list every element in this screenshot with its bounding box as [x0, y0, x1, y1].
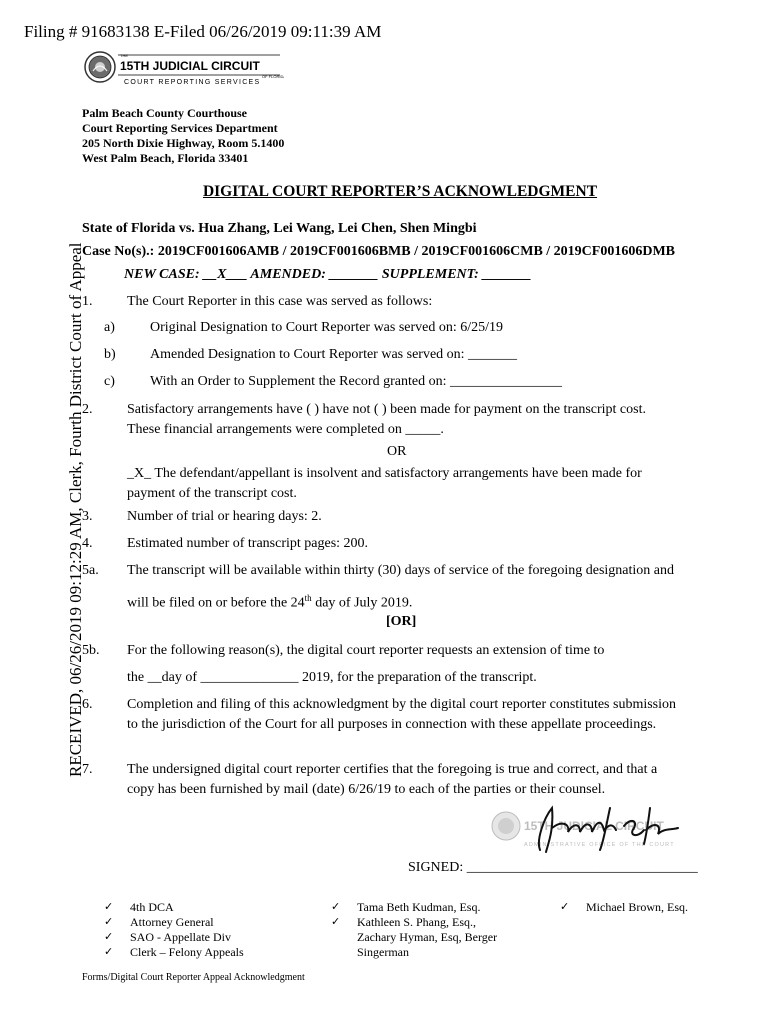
- seal-dept: ADMINISTRATIVE OFFICE OF THE COURT: [524, 842, 675, 848]
- checkmark-icon: ✓: [104, 946, 114, 958]
- item-line: These financial arrangements were completed on _____.: [127, 422, 444, 437]
- cc-item: [104, 900, 244, 915]
- sub-item-text: Amended Designation to Court Reporter was served on: _______: [150, 347, 518, 362]
- item-text: Estimated number of transcript pages: 200.: [127, 536, 369, 551]
- item-text: For the following reason(s), the digital court reporter requests an extension of time to: [127, 643, 605, 658]
- cc-item: [104, 915, 244, 930]
- cc-item-label: Clerk – Felony Appeals: [130, 945, 244, 959]
- sub-item-label: b): [104, 347, 116, 362]
- item-line: Satisfactory arrangements have ( ) have not ( ) been made for payment on the transcript cost.: [127, 402, 646, 417]
- item-line: The undersigned digital court reporter certifies that the foregoing is true and correct, and that a: [127, 762, 658, 777]
- cc-item-label: SAO - Appellate Div: [130, 930, 231, 944]
- address-line: Court Reporting Services Department: [82, 121, 278, 135]
- signature-area: [488, 800, 708, 860]
- cc-item: [331, 915, 497, 960]
- item-line: copy has been furnished by mail (date) 6/26/19 to each of the parties or their counsel.: [127, 782, 606, 797]
- item-text: [127, 695, 676, 735]
- address-line: Palm Beach County Courthouse: [82, 106, 248, 120]
- logo-the: THE: [120, 53, 128, 58]
- item-line: _X_ The defendant/appellant is insolvent and satisfactory arrangements have been made for: [127, 466, 642, 481]
- item-line: payment of the transcript cost.: [127, 486, 297, 501]
- checkmark-icon: ✓: [560, 901, 570, 913]
- or-text: OR: [387, 444, 407, 459]
- document-title: DIGITAL COURT REPORTER’S ACKNOWLEDGMENT: [202, 183, 598, 200]
- cc-item-label: 4th DCA: [130, 900, 174, 914]
- item-number: 6.: [82, 697, 93, 712]
- sub-item-text: With an Order to Supplement the Record granted on: ________________: [150, 374, 562, 389]
- item-text: [127, 464, 642, 504]
- item-text-part: will be filed on or before the 24: [127, 595, 305, 611]
- ordinal-suffix: th: [304, 593, 312, 603]
- item-number: 7.: [82, 762, 93, 777]
- item-text: the __day of ______________ 2019, for the preparation of the transcript.: [127, 670, 537, 685]
- logo-name: 15TH JUDICIAL CIRCUIT: [120, 59, 260, 73]
- or-bold-text: [OR]: [386, 614, 417, 629]
- item-text-part: day of July 2019.: [311, 595, 413, 611]
- sub-item-label: c): [104, 374, 115, 389]
- address-line: West Palm Beach, Florida 33401: [82, 151, 249, 165]
- item-number: 1.: [82, 294, 93, 309]
- item-text: The Court Reporter in this case was served as follows:: [127, 294, 433, 309]
- logo-of-florida: OF FLORIDA: [262, 74, 284, 79]
- cc-item: [104, 930, 244, 945]
- item-number: 2.: [82, 402, 93, 417]
- cc-list-3: [560, 900, 688, 915]
- cc-list-1: [104, 900, 244, 960]
- received-stamp: RECEIVED, 06/26/2019 09:12:29 AM, Clerk, Fourth District Court of Appeal: [66, 242, 85, 777]
- cc-item-label: Attorney General: [130, 915, 214, 929]
- checkmark-icon: ✓: [331, 916, 341, 928]
- cc-item-label: Michael Brown, Esq.: [586, 900, 688, 914]
- case-style: State of Florida vs. Hua Zhang, Lei Wang, Lei Chen, Shen Mingbi: [82, 221, 477, 236]
- checkmark-icon: ✓: [331, 901, 341, 913]
- cc-item-label: Kathleen S. Phang, Esq.,: [357, 915, 476, 929]
- seal-name: 15TH JUDICIAL CIRCUIT: [524, 819, 664, 833]
- item-text: [127, 400, 646, 440]
- signed-line: SIGNED: _________________________________: [408, 860, 698, 875]
- item-line: to the jurisdiction of the Court for all purposes in connection with these appellate proceedings.: [127, 717, 657, 732]
- new-case-line: NEW CASE: __X___ AMENDED: _______ SUPPLEMENT: _______: [124, 267, 532, 282]
- item-text: The transcript will be available within thirty (30) days of service of the foregoing designation and: [127, 563, 675, 578]
- item-line: Completion and filing of this acknowledgment by the digital court reporter constitutes submission: [127, 697, 677, 712]
- sub-item-text: Original Designation to Court Reporter was served on: 6/25/19: [150, 320, 504, 335]
- logo-dept: COURT REPORTING SERVICES: [124, 79, 261, 86]
- cc-item: [560, 900, 688, 915]
- cc-item: [104, 945, 244, 960]
- filing-stamp: Filing # 91683138 E-Filed 06/26/2019 09:11:39 AM: [24, 22, 382, 41]
- cc-item-label: Tama Beth Kudman, Esq.: [357, 900, 481, 914]
- item-text: [127, 588, 412, 614]
- court-logo: [84, 49, 284, 89]
- cc-item: [331, 900, 497, 915]
- address-block: [82, 106, 284, 166]
- item-number: 3.: [82, 509, 93, 524]
- cc-list-2: [331, 900, 497, 960]
- checkmark-icon: ✓: [104, 931, 114, 943]
- cc-item-label: Zachary Hyman, Esq, Berger: [357, 930, 498, 944]
- address-line: 205 North Dixie Highway, Room 5.1400: [82, 136, 285, 150]
- case-numbers: Case No(s).: 2019CF001606AMB / 2019CF001606BMB / 2019CF001606CMB / 2019CF001606DMB: [82, 244, 676, 259]
- cc-item-label: Singerman: [357, 945, 409, 959]
- item-number: 5b.: [82, 643, 100, 658]
- checkmark-icon: ✓: [104, 901, 114, 913]
- checkmark-icon: ✓: [104, 916, 114, 928]
- item-number: 5a.: [82, 563, 99, 578]
- item-text: Number of trial or hearing days: 2.: [127, 509, 322, 524]
- signature-seal-icon: [488, 800, 708, 860]
- item-text: [127, 760, 657, 800]
- sub-item-label: a): [104, 320, 115, 335]
- item-number: 4.: [82, 536, 93, 551]
- court-seal-icon: [84, 49, 284, 89]
- footer-form-id: Forms/Digital Court Reporter Appeal Acknowledgment: [82, 972, 305, 983]
